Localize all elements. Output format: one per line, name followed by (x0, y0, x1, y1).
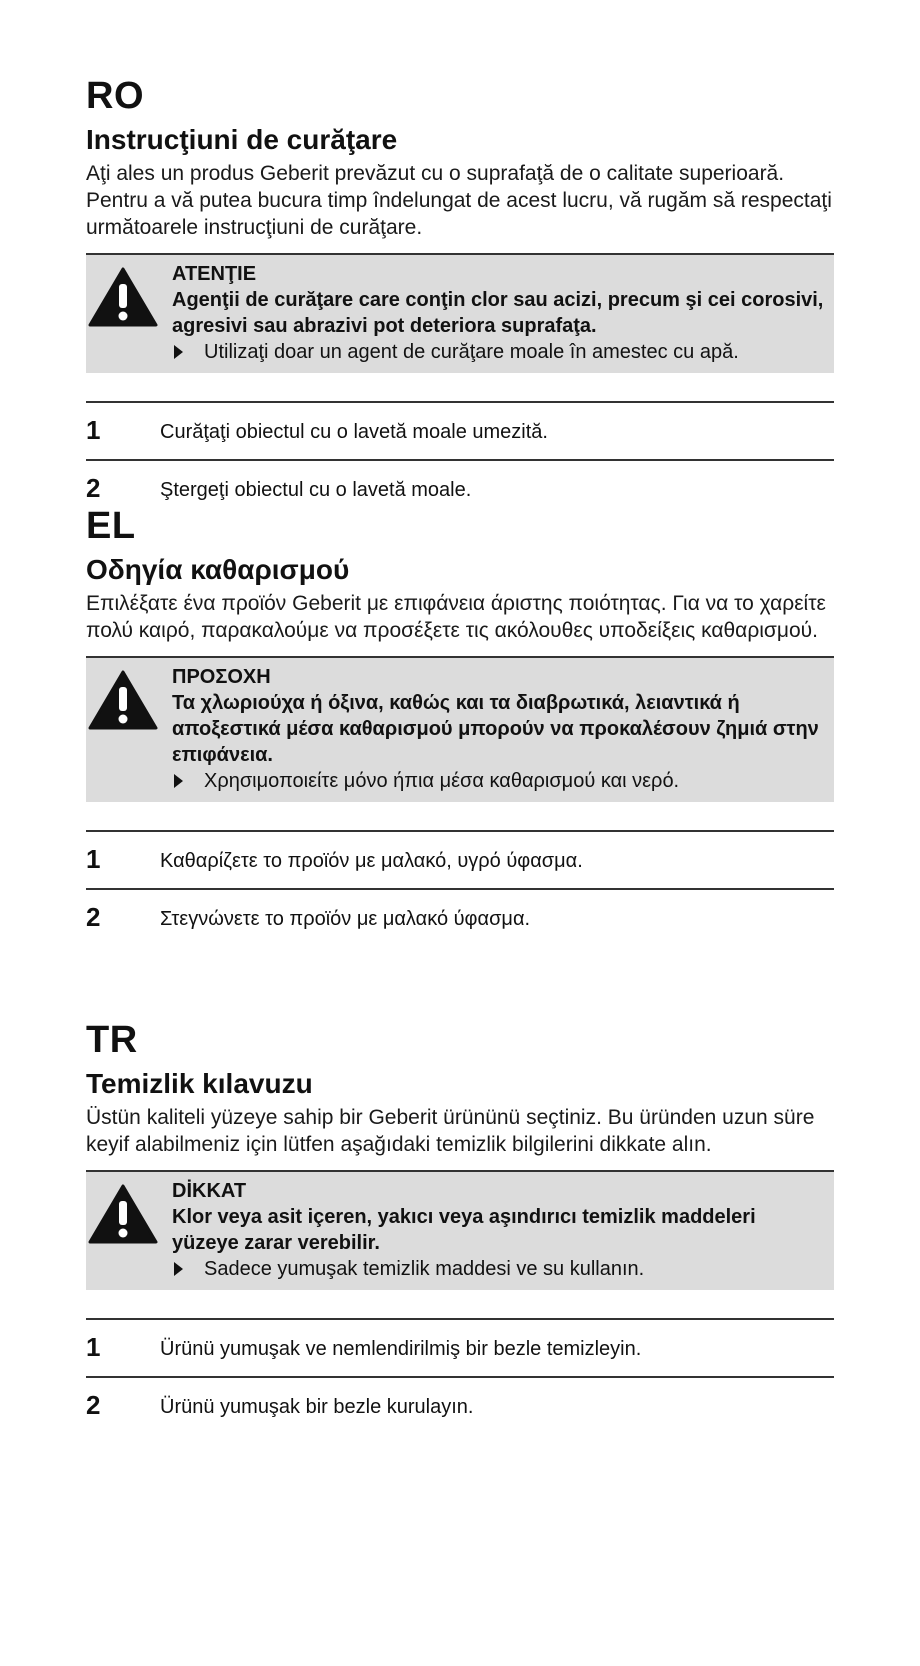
steps-list (86, 1318, 834, 1434)
warning-triangle-icon (88, 670, 158, 730)
warning-triangle-icon (88, 267, 158, 327)
section-title: Οδηγία καθαρισμού (86, 554, 350, 585)
step-item (86, 830, 834, 888)
step-text: Ştergeţi obiectul cu o lavetă moale. (160, 479, 472, 501)
steps-list (86, 830, 834, 946)
step-number: 1 (86, 415, 101, 445)
warning-title: ATENŢIE (172, 263, 257, 285)
arrow-right-icon (174, 774, 183, 788)
warning-title: DİKKAT (172, 1180, 247, 1202)
warning-text: Agenţii de curăţare care conţin clor sau acizi, precum şi cei corosivi, agresivi sau abrazivi pot deteriora suprafaţa. (172, 289, 824, 337)
step-number: 2 (86, 902, 101, 932)
intro-paragraph: Üstün kaliteli yüzeye sahip bir Geberit ürününü seçtiniz. Bu üründen uzun süre keyif alabilmeniz için lütfen aşağıdaki temizlik bilgilerini dikkate alın. (86, 1106, 815, 1156)
section-tr (86, 1020, 834, 1434)
warning-triangle-icon (88, 1184, 158, 1244)
section-title: Instrucţiuni de curăţare (86, 124, 398, 155)
step-number: 2 (86, 473, 101, 503)
warning-box (86, 253, 834, 373)
warning-instruction-text: Sadece yumuşak temizlik maddesi ve su kullanın. (204, 1258, 645, 1280)
step-text: Ürünü yumuşak ve nemlendirilmiş bir bezle temizleyin. (160, 1338, 642, 1360)
step-item (86, 1318, 834, 1376)
step-text: Στεγνώνετε το προϊόν με μαλακό ύφασμα. (160, 908, 531, 930)
step-number: 1 (86, 844, 101, 874)
step-text: Καθαρίζετε το προϊόν με μαλακό, υγρό ύφασμα. (160, 850, 583, 872)
warning-text: Klor veya asit içeren, yakıcı veya aşındırıcı temizlik maddeleri yüzeye zarar verebilir. (172, 1206, 756, 1254)
warning-instruction (172, 768, 826, 794)
step-text: Ürünü yumuşak bir bezle kurulayın. (160, 1396, 474, 1418)
language-code: RO (86, 75, 144, 117)
step-number: 2 (86, 1390, 101, 1420)
language-code: EL (86, 505, 136, 547)
warning-instruction-text: Utilizaţi doar un agent de curăţare moale în amestec cu apă. (204, 341, 739, 363)
intro-paragraph: Aţi ales un produs Geberit prevăzut cu o suprafaţă de o calitate superioară. Pentru a vă putea bucura timp îndelungat de acest lucru, vă rugăm să respectaţi următoarele instrucţiuni de curăţare. (86, 162, 832, 239)
section-ro (86, 76, 834, 517)
step-item (86, 401, 834, 459)
warning-instruction (172, 1256, 826, 1282)
warning-box (86, 656, 834, 802)
warning-text: Τα χλωριούχα ή όξινα, καθώς και τα διαβρωτικά, λειαντικά ή αποξεστικά μέσα καθαρισμού μπορούν να προκαλέσουν ζημιά στην επιφάνεια. (172, 692, 819, 766)
arrow-right-icon (174, 1262, 183, 1276)
section-title: Temizlik kılavuzu (86, 1068, 313, 1099)
step-item (86, 888, 834, 946)
step-item (86, 1376, 834, 1434)
intro-paragraph: Επιλέξατε ένα προϊόν Geberit με επιφάνεια άριστης ποιότητας. Για να το χαρείτε πολύ καιρό, παρακαλούμε να προσέξετε τις ακόλουθες υποδείξεις καθαρισμού. (86, 592, 826, 642)
steps-list (86, 401, 834, 517)
step-text: Curăţaţi obiectul cu o lavetă moale umezită. (160, 421, 548, 443)
step-number: 1 (86, 1332, 101, 1362)
warning-instruction-text: Χρησιμοποιείτε μόνο ήπια μέσα καθαρισμού και νερό. (204, 770, 680, 792)
warning-title: ΠΡΟΣΟΧΗ (172, 666, 271, 688)
arrow-right-icon (174, 345, 183, 359)
language-code: TR (86, 1019, 138, 1061)
warning-instruction (172, 339, 826, 365)
section-el (86, 506, 834, 946)
warning-box (86, 1170, 834, 1290)
